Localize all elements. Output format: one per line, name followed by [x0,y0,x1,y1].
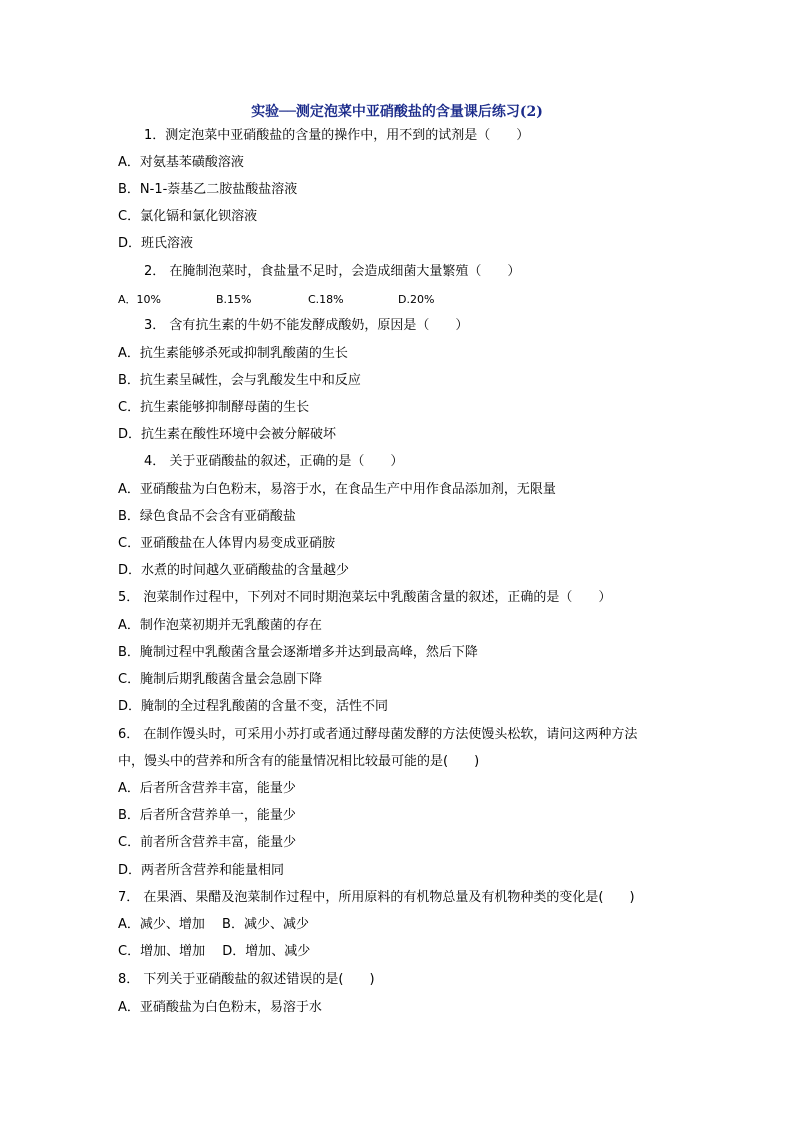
question-4-option-b: B．绿色食品不会含有亚硝酸盐 [118,509,296,524]
document-title: 实验──测定泡菜中亚硝酸盐的含量课后练习(2) [251,104,543,120]
question-1-stem: 1．测定泡菜中亚硝酸盐的含量的操作中，用不到的试剂是（ ） [144,128,530,143]
question-2-option-b: B.15% [216,293,252,306]
question-1-option-d: D．班氏溶液 [118,236,194,251]
question-4-stem: 4． 关于亚硝酸盐的叙述，正确的是（ ） [144,454,404,469]
question-6-option-a: A．后者所含营养丰富，能量少 [118,781,296,796]
question-8-stem: 8． 下列关于亚硝酸盐的叙述错误的是( ) [118,972,375,987]
question-4-option-c: C．亚硝酸盐在人体胃内易变成亚硝胺 [118,536,336,551]
question-5-stem: 5． 泡菜制作过程中，下列对不同时期泡菜坛中乳酸菌含量的叙述，正确的是（ ） [118,590,612,605]
question-2-stem: 2． 在腌制泡菜时，食盐量不足时，会造成细菌大量繁殖（ ） [144,264,521,279]
question-6-option-d: D．两者所含营养和能量相同 [118,863,285,878]
question-3-option-d: D．抗生素在酸性环境中会被分解破坏 [118,427,337,442]
question-5-option-b: B．腌制过程中乳酸菌含量会逐渐增多并达到最高峰，然后下降 [118,645,478,660]
question-6-stem-line-2: 中，馒头中的营养和所含有的能量情况相比较最可能的是( ) [118,754,480,769]
question-5-option-a: A．制作泡菜初期并无乳酸菌的存在 [118,618,322,633]
question-3-stem: 3． 含有抗生素的牛奶不能发酵成酸奶，原因是（ ） [144,318,469,333]
question-2-option-a: A．10% [118,293,161,306]
question-5-option-d: D．腌制的全过程乳酸菌的含量不变，活性不同 [118,699,389,714]
question-6-option-c: C．前者所含营养丰富，能量少 [118,835,297,850]
question-1-option-c: C．氯化镉和氯化钡溶液 [118,209,258,224]
question-7-options-cd: C．增加、增加 D．增加、减少 [118,944,311,959]
question-2-option-d: D.20% [398,293,435,306]
question-1-option-b: B．N-1-萘基乙二胺盐酸盐溶液 [118,182,298,197]
question-5-option-c: C．腌制后期乳酸菌含量会急剧下降 [118,672,323,687]
question-3-option-a: A．抗生素能够杀死或抑制乳酸菌的生长 [118,346,348,361]
question-6-option-b: B．后者所含营养单一，能量少 [118,808,296,823]
question-3-option-b: B．抗生素呈碱性，会与乳酸发生中和反应 [118,373,361,388]
question-2-option-c: C.18% [308,293,344,306]
question-1-option-a: A．对氨基苯磺酸溶液 [118,155,244,170]
question-7-options-ab: A．减少、增加 B．减少、减少 [118,917,309,932]
question-4-option-d: D．水煮的时间越久亚硝酸盐的含量越少 [118,563,350,578]
question-6-stem-line-1: 6． 在制作馒头时，可采用小苏打或者通过酵母菌发酵的方法使馒头松软，请问这两种方法 [118,727,638,742]
question-7-stem: 7． 在果酒、果醋及泡菜制作过程中，所用原料的有机物总量及有机物种类的变化是( ) [118,890,635,905]
question-2-options [118,291,434,309]
question-8-option-a: A．亚硝酸盐为白色粉末，易溶于水 [118,1000,322,1015]
question-4-option-a: A．亚硝酸盐为白色粉末，易溶于水，在食品生产中用作食品添加剂，无限量 [118,482,556,497]
question-3-option-c: C．抗生素能够抑制酵母菌的生长 [118,400,310,415]
